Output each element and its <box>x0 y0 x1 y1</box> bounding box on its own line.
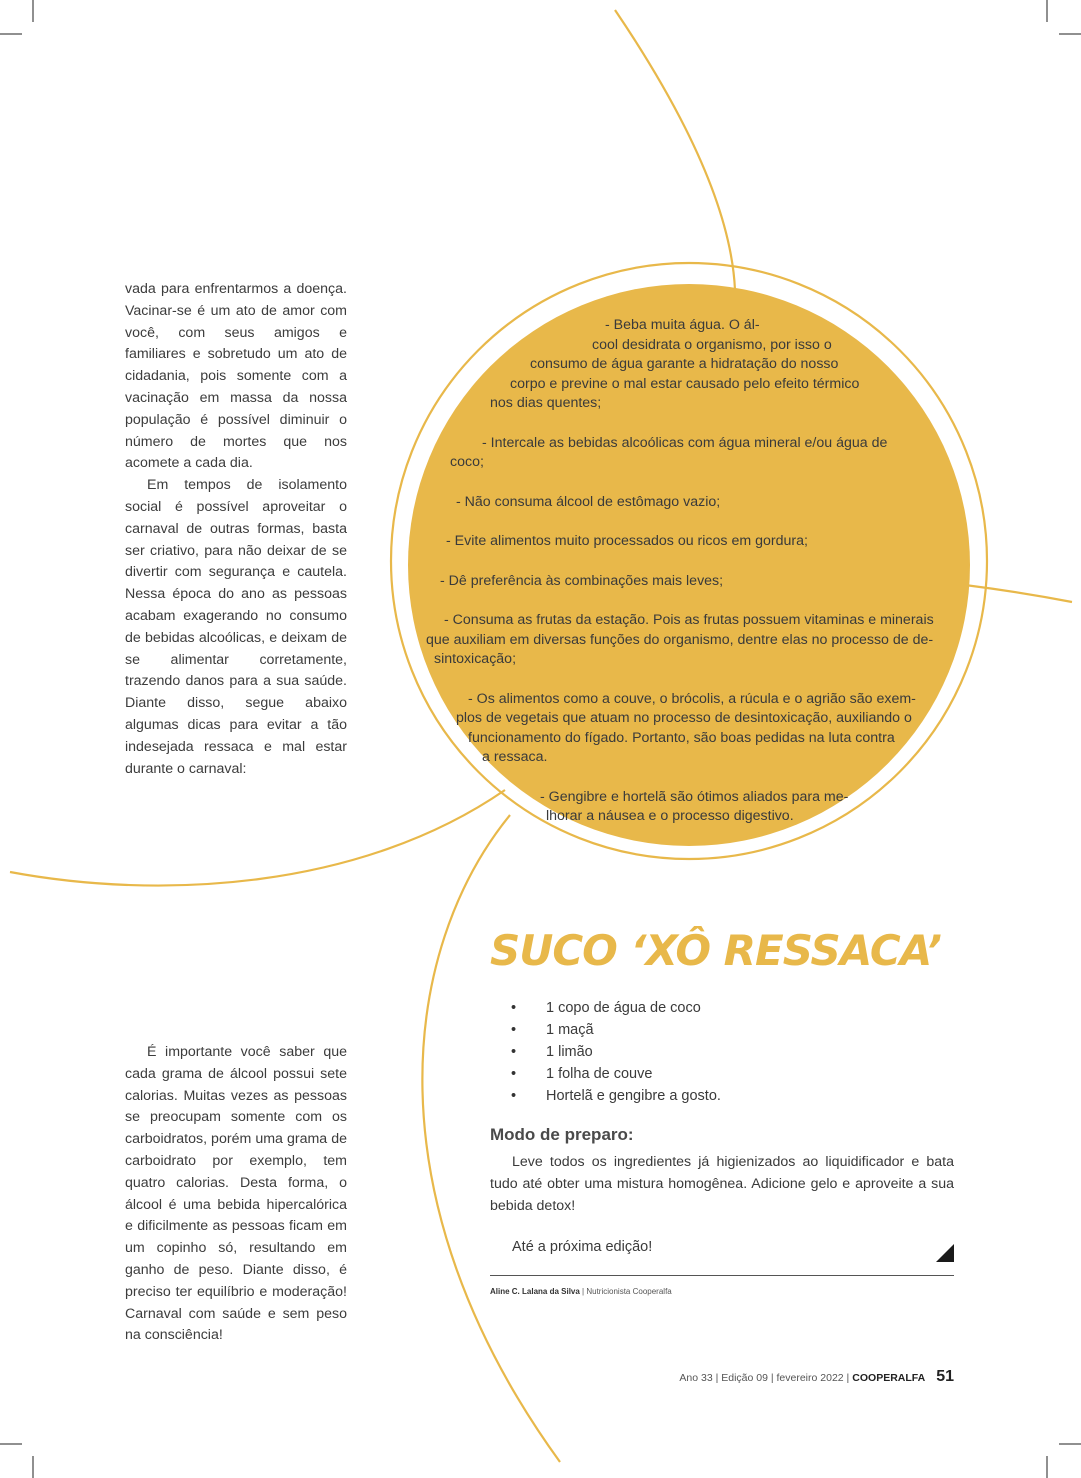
tip-line: sintoxicação; <box>434 651 517 667</box>
tip-line: - Intercale as bebidas alcoólicas com água mineral e/ou água de <box>482 434 888 451</box>
list-item: • Hortelã e gengibre a gosto. <box>506 1085 721 1107</box>
tip-line: coco; <box>450 454 484 470</box>
tip-line: plos de vegetais que atuam no processo de desintoxicação, auxiliando o <box>456 710 912 726</box>
tip-line: que auxiliam em diversas funções do organismo, dentre elas no processo de de- <box>426 631 934 648</box>
tip-line: lhorar a náusea e o processo digestivo. <box>546 808 794 824</box>
tip-line: funcionamento do fígado. Portanto, são boas pedidas na luta contra <box>468 729 895 746</box>
tip-line: nos dias quentes; <box>490 395 602 411</box>
divider <box>490 1275 954 1276</box>
list-item: • 1 limão <box>506 1041 721 1063</box>
prep-heading: Modo de preparo: <box>490 1125 634 1144</box>
tip-line: - Dê preferência às combinações mais leves; <box>440 572 724 589</box>
list-item: • 1 folha de couve <box>506 1063 721 1085</box>
tip-item <box>420 434 960 473</box>
tip-item <box>420 572 960 592</box>
page-number: 51 <box>936 1368 954 1385</box>
tip-item <box>420 316 960 414</box>
author-role: Nutricionista Cooperalfa <box>586 1287 672 1296</box>
tip-item <box>420 532 960 552</box>
tip-line: - Evite alimentos muito processados ou ricos em gordura; <box>446 533 808 549</box>
arc-right <box>965 585 1072 602</box>
tips-list <box>420 316 960 847</box>
paragraph: Em tempos de isolamento social é possível aproveitar o carnaval de outras formas, basta ser criativo, para não deixar de se divertir com segurança e cautela. Nessa época do ano as pessoas acabam exagerando no consumo de bebidas alcoólicas, e deixam de se alimentar corretamente, trazendo danos para a sua saúde. Diante disso, segue abaixo algumas dicas para evitar a tão indesejada ressaca e mal estar durante o carnaval: <box>125 477 347 777</box>
recipe-title: SUCO ‘XÔ RESSACA’ <box>490 926 942 975</box>
issue-info: Ano 33 | Edição 09 | fevereiro 2022 | <box>679 1372 850 1384</box>
tip-line: corpo e previne o mal estar causado pelo efeito térmico <box>510 375 860 392</box>
brand-name: COOPERALFA <box>852 1372 926 1384</box>
author-name: Aline C. Lalana da Silva <box>490 1287 580 1296</box>
credit-separator: | <box>582 1287 585 1296</box>
paragraph: É importante você saber que cada grama de álcool possui sete calorias. Muitas vezes as pessoas se preocupam somente com os carboidratos, porém uma grama de carboidrato por exemplo, tem quatro calorias. Desta forma, o álcool é uma bebida hipercalórica e dificilmente as pessoas ficam em um copinho só, resultando em ganho de peso. Diante disso, é preciso ter equilíbrio e moderação! Carnaval com saúde e sem peso na consciência! <box>125 1044 347 1344</box>
author-credit <box>490 1287 672 1296</box>
list-item: • 1 copo de água de coco <box>506 997 721 1019</box>
tip-line: - Não consuma álcool de estômago vazio; <box>456 493 721 510</box>
tip-item <box>420 493 960 513</box>
prep-text: Leve todos os ingredientes já higienizados ao liquidificador e bata tudo até obter uma mistura homogênea. Adicione gelo e aproveite a sua bebida detox! <box>490 1154 954 1214</box>
paragraph: vada para enfrentarmos a doença. Vacinar-se é um ato de amor com você, com seus amigos e familiares e sobretudo um ato de cidadania, pois somente com a vacinação em massa da nossa população é possível diminuir o número de mortes que nos acomete a cada dia. <box>125 281 347 472</box>
tip-item <box>420 788 960 827</box>
closing-text: Até a próxima edição! <box>512 1239 653 1255</box>
tip-line: a ressaca. <box>482 749 548 765</box>
page-footer <box>679 1368 954 1386</box>
tip-line: - Gengibre e hortelã são ótimos aliados para me- <box>540 788 849 805</box>
tip-line: - Beba muita água. O ál- <box>605 317 760 333</box>
tip-item <box>420 690 960 768</box>
end-triangle-icon <box>936 1244 954 1262</box>
arc-top <box>615 10 735 290</box>
list-item: • 1 maçã <box>506 1019 721 1041</box>
tip-line: - Consuma as frutas da estação. Pois as frutas possuem vitaminas e minerais <box>444 612 934 628</box>
tip-item <box>420 611 960 670</box>
left-column-top <box>125 279 347 780</box>
ingredient-list <box>506 997 721 1107</box>
tip-line: - Os alimentos como a couve, o brócolis, a rúcula e o agrião são exem- <box>468 690 916 707</box>
tip-line: consumo de água garante a hidratação do nosso <box>530 356 839 372</box>
tip-line: cool desidrata o organismo, por isso o <box>592 336 832 353</box>
left-column-bottom <box>125 1042 347 1347</box>
